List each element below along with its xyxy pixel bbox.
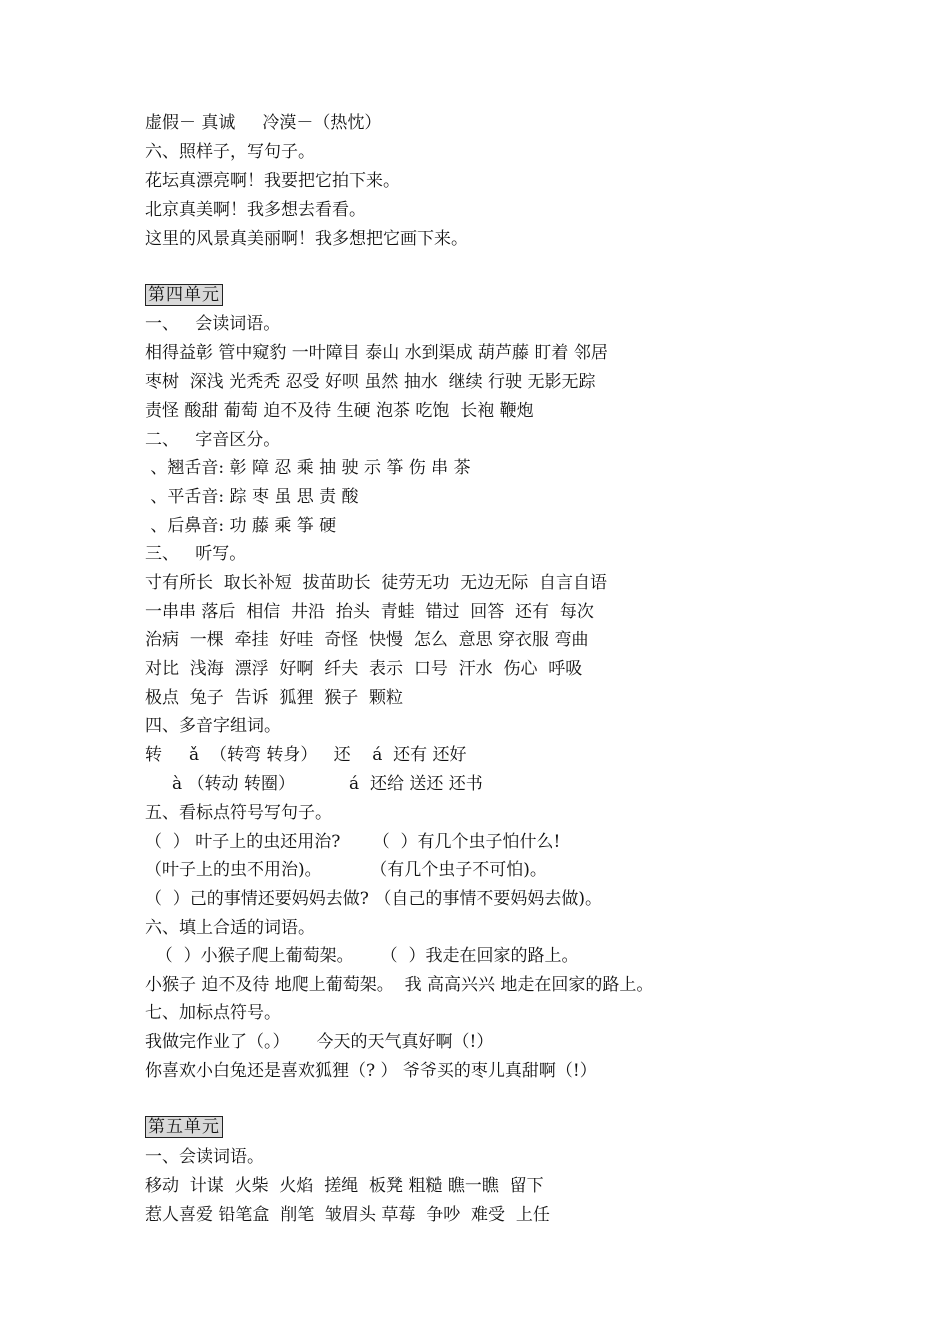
text-line: 我做完作业了（。） 今天的天气真好啊（!）	[145, 1032, 494, 1052]
text-line: 虚假－ 真诚 冷漠－（热忱）	[145, 113, 382, 133]
text-line: 这里的风景真美丽啊！我多想把它画下来。	[145, 229, 468, 249]
section-heading: 一、 会读词语。	[145, 314, 281, 334]
text-line: 责怪 酸甜 葡萄 迫不及待 生硬 泡茶 吃饱 长袍 鞭炮	[145, 401, 534, 421]
section-heading: 五、看标点符号写句子。	[145, 803, 332, 823]
text-line: 花坛真漂亮啊！我要把它拍下来。	[145, 171, 400, 191]
section-heading: 六、填上合适的词语。	[145, 918, 315, 938]
text-line: 、平舌音: 踪 枣 虽 思 责 酸	[145, 487, 359, 507]
text-line: （ ） 叶子上的虫还用治? （ ）有几个虫子怕什么!	[145, 832, 561, 852]
text-line: 惹人喜爱 铅笔盒 削笔 皱眉头 草莓 争吵 难受 上任	[145, 1205, 550, 1225]
text-line: 你喜欢小白兔还是喜欢狐狸（? ） 爷爷买的枣儿真甜啊（!）	[145, 1061, 597, 1081]
text-line: （ ）己的事情还要妈妈去做? （自己的事情不要妈妈去做)。	[145, 889, 602, 909]
text-line: 极点 兔子 告诉 狐狸 猴子 颗粒	[145, 688, 404, 708]
text-line: 、后鼻音: 功 藤 乘 筝 硬	[145, 516, 337, 536]
section-heading: 一、会读词语。	[145, 1147, 264, 1167]
text-line: 一串串 落后 相信 井沿 抬头 青蛙 错过 回答 还有 每次	[145, 602, 594, 622]
text-line: 移动 计谋 火柴 火焰 搓绳 板凳 粗糙 瞧一瞧 留下	[145, 1176, 544, 1196]
text-line: 北京真美啊！我多想去看看。	[145, 200, 366, 220]
text-line: 寸有所长 取长补短 拔苗助长 徒劳无功 无边无际 自言自语	[145, 573, 608, 593]
text-line: 、翘舌音: 彰 障 忍 乘 抽 驶 示 筝 伤 串 茶	[145, 458, 471, 478]
unit-title-5: 第五单元	[145, 1116, 223, 1138]
text-line: 治病 一棵 牵挂 好哇 奇怪 快慢 怎么 意思 穿衣服 弯曲	[145, 630, 589, 650]
text-line: 相得益彰 管中窥豹 一叶障目 泰山 水到渠成 葫芦藤 盯着 邻居	[145, 343, 608, 363]
section-heading: 六、照样子，写句子。	[145, 142, 315, 162]
text-line: （ ）小猴子爬上葡萄架。 （ ）我走在回家的路上。	[145, 946, 579, 966]
section-heading: 三、 听写。	[145, 544, 247, 564]
text-line: 对比 浅海 漂浮 好啊 纤夫 表示 口号 汗水 伤心 呼吸	[145, 659, 583, 679]
text-line: 小猴子 迫不及待 地爬上葡萄架。 我 高高兴兴 地走在回家的路上。	[145, 975, 654, 995]
section-heading: 二、 字音区分。	[145, 430, 281, 450]
section-heading: 七、加标点符号。	[145, 1003, 281, 1023]
unit-title-4: 第四单元	[145, 284, 223, 306]
section-heading: 四、多音字组词。	[145, 716, 281, 736]
text-line: 转 ǎ （转弯 转身） 还 á 还有 还好	[145, 745, 467, 765]
text-line: à （转动 转圈） á 还给 送还 还书	[145, 774, 483, 794]
text-line: （叶子上的虫不用治)。 （有几个虫子不可怕)。	[145, 860, 547, 880]
text-line: 枣树 深浅 光秃秃 忍受 好呗 虽然 抽水 继续 行驶 无影无踪	[145, 372, 596, 392]
